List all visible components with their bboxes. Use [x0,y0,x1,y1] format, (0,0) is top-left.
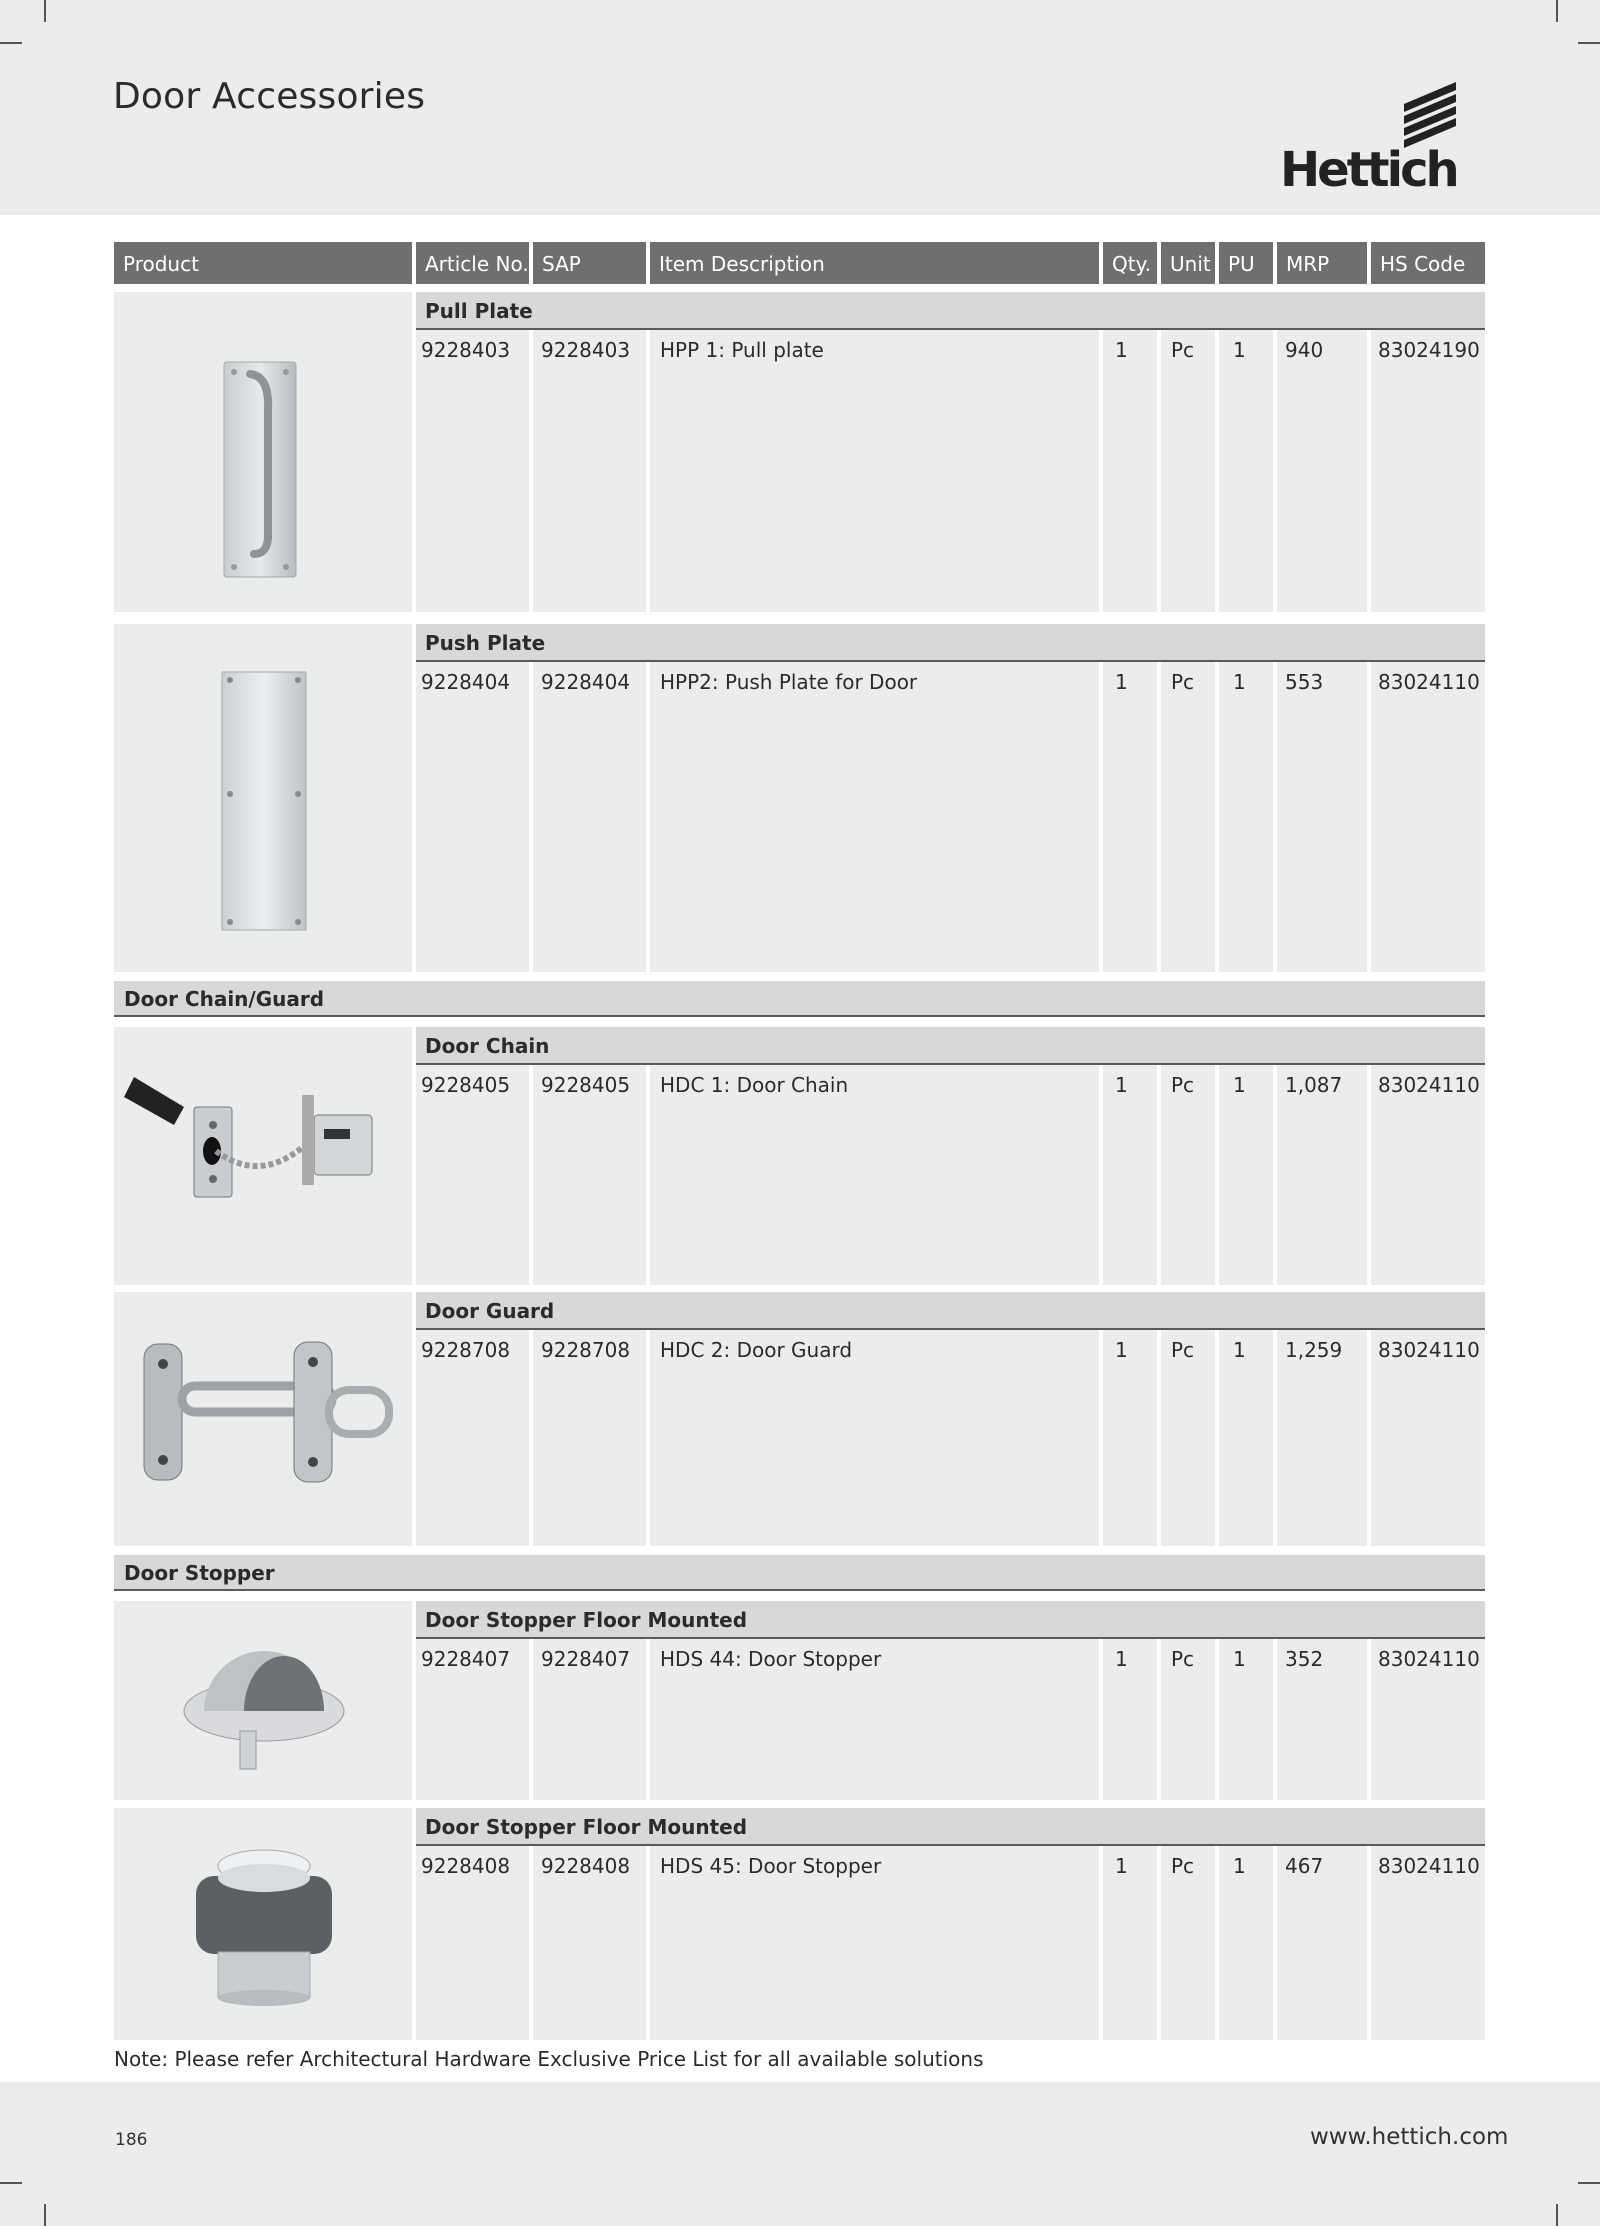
table-cell-qty [1103,624,1157,972]
cell-value-description: HDS 45: Door Stopper [660,1854,882,1878]
cell-value-sap: 9228408 [541,1854,631,1878]
col-header-hs-code: HS Code [1371,242,1485,284]
section-band-door-chain-guard: Door Chain/Guard [114,981,1485,1017]
cell-value-article: 9228708 [421,1338,511,1362]
table-cell-description [650,1027,1099,1285]
cell-value-description: HDC 2: Door Guard [660,1338,853,1362]
cell-value-hs: 83024110 [1378,1338,1480,1362]
door-guard-image [134,1332,394,1496]
push-plate-image [204,664,314,938]
col-header-sap: SAP [533,242,646,284]
cell-value-article: 9228407 [421,1647,511,1671]
table-cell-article [416,1027,529,1285]
table-cell-mrp [1277,1292,1367,1546]
crop-mark [0,42,22,44]
crop-mark [44,2204,46,2226]
cell-value-qty: 1 [1115,1073,1128,1097]
crop-mark [1578,2182,1600,2184]
cell-value-unit: Pc [1171,338,1195,362]
pull-plate-image [194,342,314,586]
section-band-door-stopper: Door Stopper [114,1555,1485,1591]
product-group-label: Door Chain [416,1027,1485,1065]
table-cell-pu [1219,624,1273,972]
col-header-pu: PU [1219,242,1273,284]
cell-value-pu: 1 [1233,1338,1246,1362]
product-group-label: Pull Plate [416,292,1485,330]
cell-value-mrp: 553 [1285,670,1324,694]
table-cell-qty [1103,1027,1157,1285]
door-chain-image [124,1067,394,1221]
cell-value-mrp: 352 [1285,1647,1324,1671]
cell-value-qty: 1 [1115,1338,1128,1362]
door-stopper-dome-image [174,1621,354,1785]
table-cell-pu [1219,1292,1273,1546]
col-header-description: Item Description [650,242,1099,284]
table-cell-article [416,1292,529,1546]
cell-value-hs: 83024110 [1378,1854,1480,1878]
cell-value-article: 9228408 [421,1854,511,1878]
crop-mark [1556,2204,1558,2226]
col-header-product: Product [114,242,412,284]
cell-value-description: HPP2: Push Plate for Door [660,670,918,694]
cell-value-article: 9228405 [421,1073,511,1097]
crop-mark [44,0,46,22]
website-link[interactable]: www.hettich.com [1310,2124,1509,2150]
table-cell-hs [1371,1292,1485,1546]
table-cell-sap [533,1292,646,1546]
product-group-label: Door Stopper Floor Mounted [416,1601,1485,1639]
cell-value-unit: Pc [1171,1073,1195,1097]
product-group-label: Door Guard [416,1292,1485,1330]
cell-value-unit: Pc [1171,670,1195,694]
cell-value-unit: Pc [1171,1647,1195,1671]
cell-value-article: 9228403 [421,338,511,362]
cell-value-hs: 83024190 [1378,338,1480,362]
cell-value-mrp: 1,259 [1285,1338,1343,1362]
cell-value-sap: 9228405 [541,1073,631,1097]
cell-value-sap: 9228708 [541,1338,631,1362]
product-group-label: Door Stopper Floor Mounted [416,1808,1485,1846]
table-cell-pu [1219,1027,1273,1285]
cell-value-mrp: 467 [1285,1854,1324,1878]
page-footer [0,2082,1600,2226]
hettich-logo [1280,82,1476,202]
cell-value-qty: 1 [1115,338,1128,362]
cell-value-pu: 1 [1233,1073,1246,1097]
table-cell-unit [1161,1292,1215,1546]
table-cell-description [650,1292,1099,1546]
col-header-article: Article No. [416,242,529,284]
cell-value-unit: Pc [1171,1854,1195,1878]
cell-value-unit: Pc [1171,1338,1195,1362]
cell-value-description: HDS 44: Door Stopper [660,1647,882,1671]
table-cell-pu [1219,292,1273,612]
product-group-label: Push Plate [416,624,1485,662]
door-stopper-cylinder-image [184,1836,344,2010]
col-header-qty: Qty. [1103,242,1157,284]
page-title: Door Accessories [113,76,426,117]
cell-value-pu: 1 [1233,670,1246,694]
table-cell-qty [1103,292,1157,612]
crop-mark [0,2182,22,2184]
cell-value-sap: 9228404 [541,670,631,694]
table-cell-sap [533,1027,646,1285]
table-cell-unit [1161,1027,1215,1285]
cell-value-hs: 83024110 [1378,1073,1480,1097]
cell-value-pu: 1 [1233,338,1246,362]
cell-value-sap: 9228403 [541,338,631,362]
table-cell-mrp [1277,1027,1367,1285]
page-number: 186 [115,2130,148,2150]
cell-value-description: HPP 1: Pull plate [660,338,824,362]
cell-value-qty: 1 [1115,1854,1128,1878]
cell-value-qty: 1 [1115,670,1128,694]
cell-value-hs: 83024110 [1378,670,1480,694]
crop-mark [1578,42,1600,44]
cell-value-description: HDC 1: Door Chain [660,1073,849,1097]
cell-value-mrp: 940 [1285,338,1324,362]
table-cell-hs [1371,1027,1485,1285]
col-header-unit: Unit [1161,242,1215,284]
col-header-mrp: MRP [1277,242,1367,284]
footnote: Note: Please refer Architectural Hardware Exclusive Price List for all available solutions [114,2047,984,2071]
logo-wordmark: Hettich [1280,142,1457,198]
crop-mark [1556,0,1558,22]
cell-value-sap: 9228407 [541,1647,631,1671]
cell-value-qty: 1 [1115,1647,1128,1671]
cell-value-hs: 83024110 [1378,1647,1480,1671]
cell-value-pu: 1 [1233,1647,1246,1671]
table-cell-qty [1103,1292,1157,1546]
cell-value-pu: 1 [1233,1854,1246,1878]
cell-value-article: 9228404 [421,670,511,694]
cell-value-mrp: 1,087 [1285,1073,1343,1097]
